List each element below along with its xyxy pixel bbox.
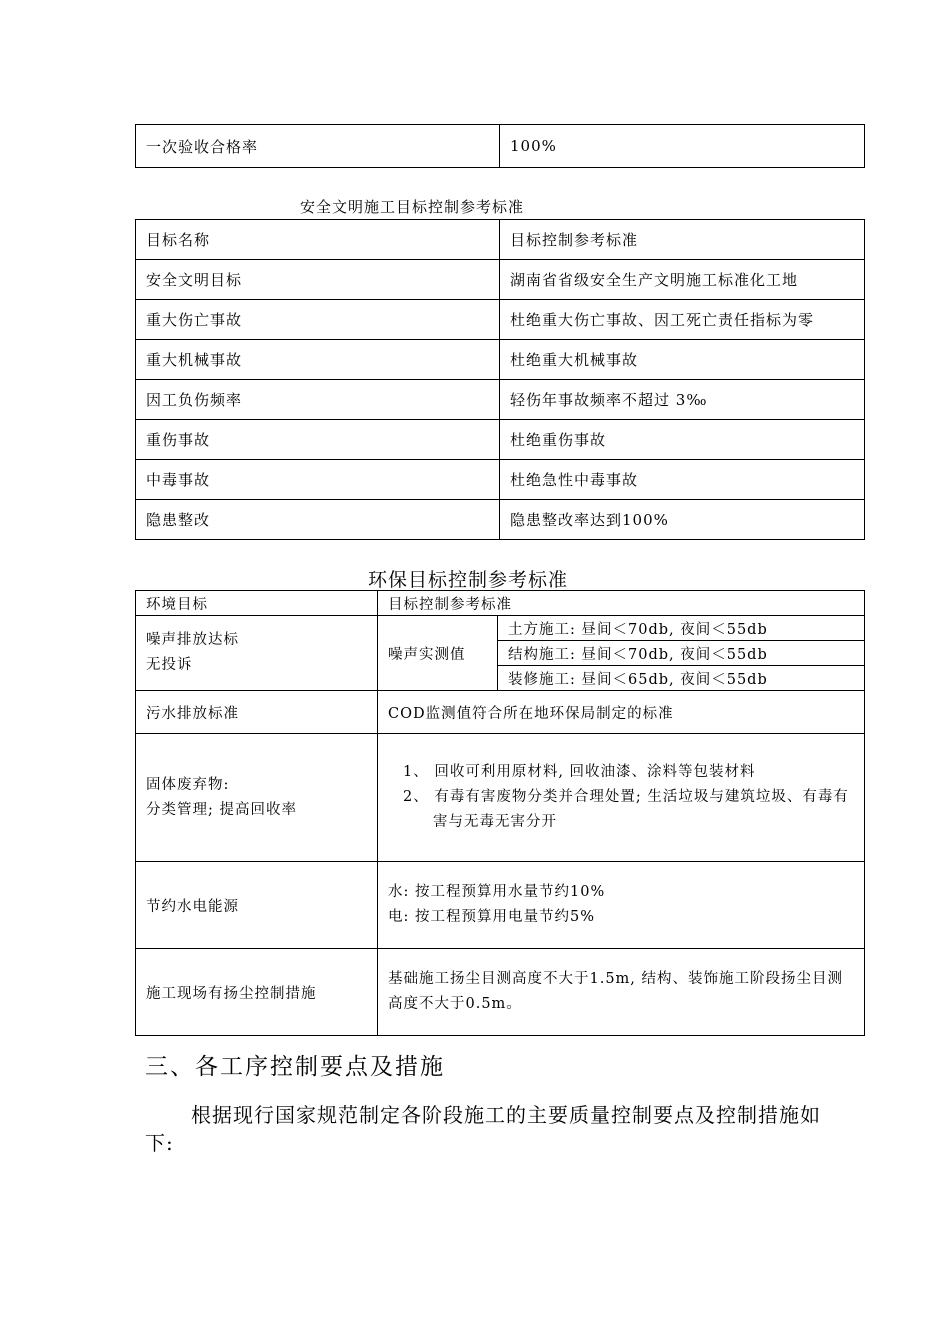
noise-row [136, 616, 865, 641]
row-value: 轻伤年事故频率不超过 3‰ [500, 380, 865, 420]
waste-item-1: 1、 回收可利用原材料, 回收油漆、涂料等包装材料 [403, 764, 756, 780]
environment-table-caption: 环保目标控制参考标准 [368, 569, 569, 591]
dust-row [136, 949, 865, 1036]
noise-item: 结构施工: 昼间＜70db, 夜间＜55db [498, 641, 865, 666]
safety-table-caption: 安全文明施工目标控制参考标准 [300, 198, 525, 216]
header-value: 目标控制参考标准 [500, 220, 865, 260]
energy-row [136, 862, 865, 949]
energy-value-cell [378, 862, 865, 949]
table-header-row [136, 591, 865, 616]
waste-value-cell [378, 734, 865, 862]
energy-name: 节约水电能源 [136, 862, 378, 949]
waste-item-2: 2、 有毒有害废物分类并合理处置; 生活垃圾与建筑垃圾、有毒有害与无毒无害分开 [403, 789, 849, 830]
row-value: 杜绝重大机械事故 [500, 340, 865, 380]
noise-name-cell [136, 616, 378, 691]
row-value: 湖南省省级安全生产文明施工标准化工地 [500, 260, 865, 300]
safety-table [135, 219, 865, 540]
table-row [136, 125, 865, 168]
waste-row [136, 734, 865, 862]
noise-item: 装修施工: 昼间＜65db, 夜间＜55db [498, 666, 865, 691]
row-value: 杜绝重大伤亡事故、因工死亡责任指标为零 [500, 300, 865, 340]
row-name: 重伤事故 [136, 420, 500, 460]
table-row [136, 300, 865, 340]
row-name: 因工负伤频率 [136, 380, 500, 420]
table-row [136, 340, 865, 380]
sewage-row [136, 691, 865, 734]
header-name: 目标名称 [136, 220, 500, 260]
row-name: 重大伤亡事故 [136, 300, 500, 340]
table-row [136, 500, 865, 540]
header-name: 环境目标 [136, 591, 378, 616]
dust-name: 施工现场有扬尘控制措施 [136, 949, 378, 1036]
sewage-name: 污水排放标准 [136, 691, 378, 734]
row-name: 重大机械事故 [136, 340, 500, 380]
energy-line2: 电: 按工程预算用电量节约5% [388, 909, 595, 925]
row-value: 杜绝重伤事故 [500, 420, 865, 460]
noise-name-line1: 噪声排放达标 [146, 632, 239, 648]
header-value: 目标控制参考标准 [378, 591, 865, 616]
sewage-value: COD监测值符合所在地环保局制定的标准 [378, 691, 865, 734]
energy-line1: 水: 按工程预算用水量节约10% [388, 884, 606, 900]
acceptance-table [135, 124, 865, 168]
row-name: 中毒事故 [136, 460, 500, 500]
section-heading: 三、各工序控制要点及措施 [145, 1054, 445, 1080]
row-value: 隐患整改率达到100% [500, 500, 865, 540]
row-value: 100% [500, 125, 865, 168]
row-name: 隐患整改 [136, 500, 500, 540]
table-row [136, 380, 865, 420]
table-row [136, 460, 865, 500]
row-name: 一次验收合格率 [136, 125, 500, 168]
section-paragraph: 根据现行国家规范制定各阶段施工的主要质量控制要点及控制措施如下: [145, 1103, 821, 1155]
row-name: 安全文明目标 [136, 260, 500, 300]
waste-name-line2: 分类管理; 提高回收率 [146, 801, 297, 818]
table-row [136, 260, 865, 300]
noise-item: 土方施工: 昼间＜70db, 夜间＜55db [498, 616, 865, 641]
dust-value: 基础施工扬尘目测高度不大于1.5m, 结构、装饰施工阶段扬尘目测高度不大于0.5m。 [378, 949, 865, 1036]
environment-table [135, 590, 865, 1036]
row-value: 杜绝急性中毒事故 [500, 460, 865, 500]
table-header-row [136, 220, 865, 260]
noise-name-line2: 无投诉 [146, 657, 193, 673]
waste-name-cell [136, 734, 378, 862]
noise-sub-cell: 噪声实测值 [378, 616, 498, 691]
table-row [136, 420, 865, 460]
waste-name-line1: 固体废弃物: [146, 776, 230, 793]
